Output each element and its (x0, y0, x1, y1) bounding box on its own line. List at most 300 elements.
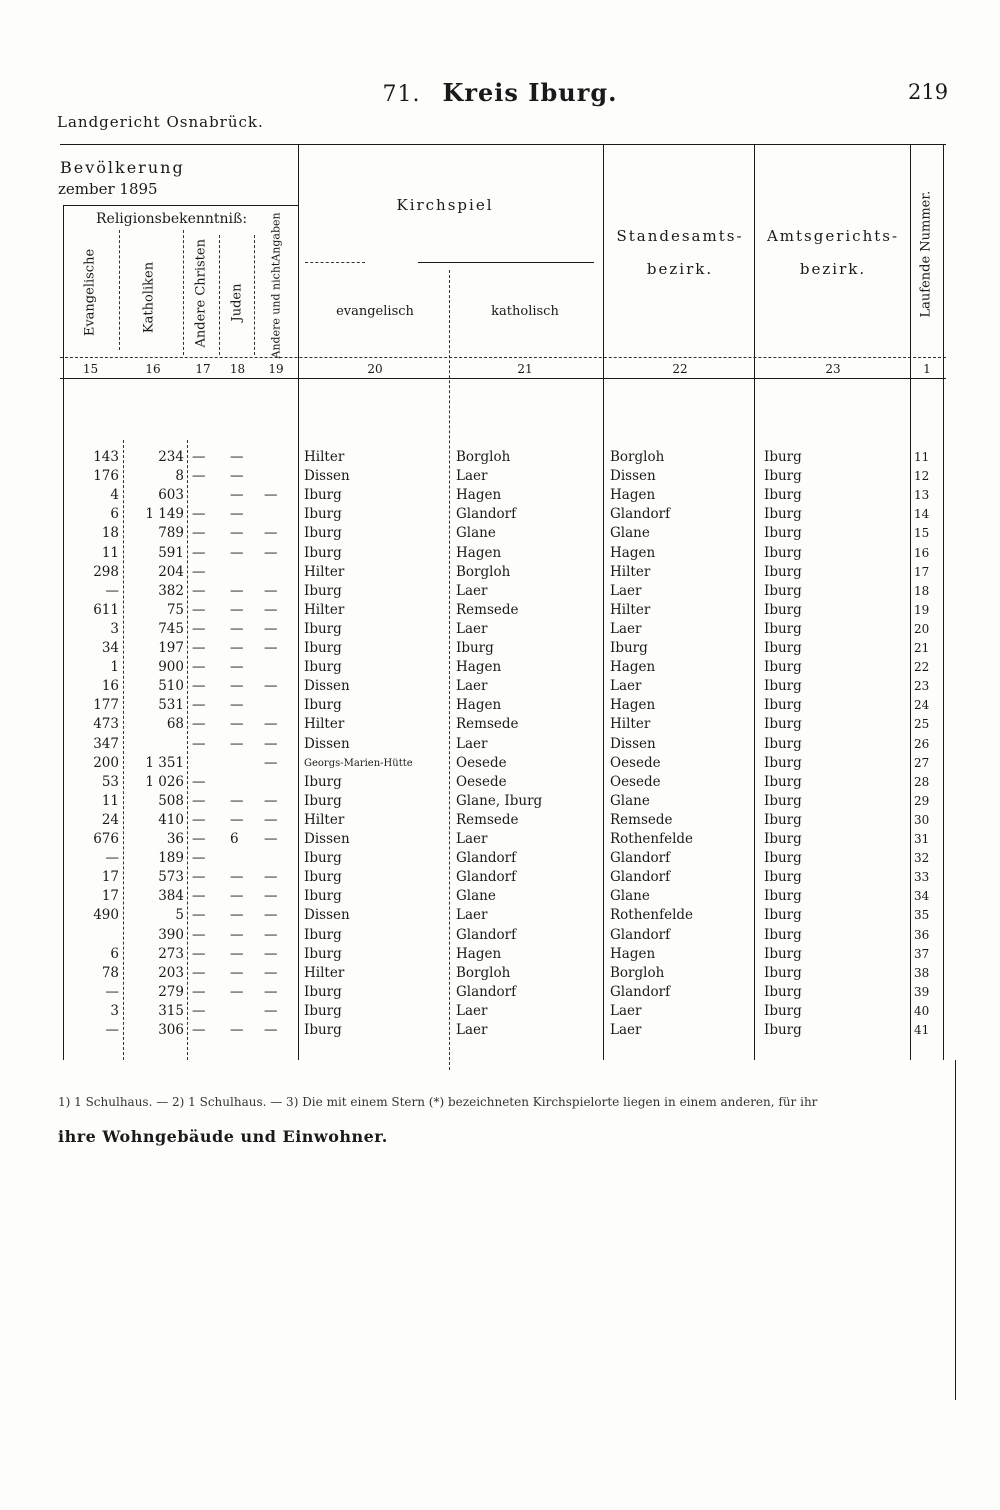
cell-ev: — (105, 984, 119, 1000)
column-number: 18 (229, 362, 246, 376)
cell-c19 (264, 773, 292, 792)
cell-kkath: Laer (456, 1022, 488, 1038)
cell-kkath: Remsede (456, 602, 519, 618)
cell-sa: Glandorf (610, 850, 671, 866)
cell-sa: Laer (610, 678, 642, 694)
cell-sa: Hilter (610, 564, 651, 580)
cell-sa: Dissen (610, 736, 656, 752)
cell-sa: Glane (610, 793, 650, 809)
header-standesamt-2: bezirk. (646, 260, 714, 278)
court-label: Landgericht Osnabrück. (57, 113, 264, 131)
cell-ag: Iburg (764, 697, 802, 713)
cell-kath: 189 (158, 850, 184, 866)
cell-kev: Dissen (304, 468, 350, 484)
cell-c17: — (192, 449, 206, 465)
cell-ev: 24 (101, 812, 119, 828)
rule-right (943, 144, 944, 1060)
cell-sa: Glandorf (610, 869, 671, 885)
cell-ev: 176 (93, 468, 119, 484)
cell-sa: Iburg (610, 640, 648, 656)
cell-kev: Hilter (304, 812, 345, 828)
cell-ev: 18 (101, 525, 119, 541)
cell-kkath: Laer (456, 1003, 488, 1019)
header-katholisch: katholisch (491, 304, 559, 319)
cell-ag: Iburg (764, 888, 802, 904)
cell-ag: Iburg (764, 907, 802, 923)
cell-c19: — (264, 678, 278, 694)
cell-c18: — (230, 888, 244, 904)
cell-c18 (230, 563, 252, 582)
cell-ev: 143 (93, 449, 119, 465)
cell-sa: Oesede (610, 774, 661, 790)
cell-kath: 384 (158, 888, 184, 904)
header-laufende-nummer: Laufende Nummer. (918, 190, 934, 318)
footnote-continuation: ihre Wohngebäude und Einwohner. (58, 1127, 388, 1146)
cell-kath: 410 (158, 812, 184, 828)
column-number: 22 (672, 362, 688, 376)
cell-kath: 900 (158, 659, 184, 675)
cell-kath: 315 (158, 1003, 184, 1019)
cell-nr: 36 (914, 928, 930, 942)
cell-nr: 12 (914, 469, 930, 483)
cell-c19: — (264, 525, 278, 541)
cell-ag: Iburg (764, 965, 802, 981)
kirchspiel-divider (449, 270, 450, 1070)
cell-nr: 35 (914, 908, 930, 922)
cell-c17: — (192, 831, 206, 847)
cell-ag: Iburg (764, 583, 802, 599)
religion-divider-3 (219, 235, 220, 355)
cell-c18: — (230, 736, 244, 752)
cell-ev: 6 (110, 506, 119, 522)
page-edge-rule (955, 1060, 956, 1400)
cell-kkath: Hagen (456, 946, 502, 962)
cell-kath: 8 (175, 468, 184, 484)
cell-kkath: Glandorf (456, 506, 517, 522)
cell-kev: Iburg (304, 869, 342, 885)
cell-ag: Iburg (764, 716, 802, 732)
cell-ev (63, 926, 119, 945)
cell-ag: Iburg (764, 869, 802, 885)
cell-c17: — (192, 468, 206, 484)
cell-sa: Glandorf (610, 927, 671, 943)
cell-kkath: Borgloh (456, 965, 511, 981)
cell-nr: 27 (914, 756, 930, 770)
cell-kath: 508 (158, 793, 184, 809)
cell-sa: Borgloh (610, 965, 665, 981)
cell-ev: 200 (93, 755, 119, 771)
header-evangelisch: evangelisch (336, 304, 414, 319)
cell-ev: 177 (93, 697, 119, 713)
cell-c18: — (230, 468, 244, 484)
cell-ev: 298 (93, 564, 119, 580)
religion-divider-1 (119, 230, 120, 350)
cell-kkath: Remsede (456, 716, 519, 732)
cell-c19 (264, 563, 292, 582)
cell-ev: — (105, 583, 119, 599)
cell-c19: — (264, 583, 278, 599)
cell-kkath: Laer (456, 831, 488, 847)
cell-kkath: Hagen (456, 659, 502, 675)
cell-kev: Iburg (304, 927, 342, 943)
cell-nr: 23 (914, 679, 930, 693)
religion-top-rule (63, 205, 298, 206)
cell-c17: — (192, 602, 206, 618)
footnote-text: 1) 1 Schulhaus. — 2) 1 Schulhaus. — 3) Die mit einem Stern (*) bezeichneten Kirchspielorte liegen in einem anderen, für ihr (58, 1095, 818, 1109)
cell-ag: Iburg (764, 621, 802, 637)
cell-ag: Iburg (764, 774, 802, 790)
cell-sa: Glandorf (610, 506, 671, 522)
cell-nr: 34 (914, 889, 930, 903)
cell-c19: — (264, 888, 278, 904)
cell-kath: 1 149 (145, 506, 184, 522)
cell-ev: 473 (93, 716, 119, 732)
cell-c18: — (230, 621, 244, 637)
header-andere-christen: Andere Christen (193, 239, 209, 348)
cell-nr: 39 (914, 985, 930, 999)
cell-nr: 22 (914, 660, 930, 674)
cell-ag: Iburg (764, 602, 802, 618)
cell-c19: — (264, 602, 278, 618)
column-number: 1 (923, 362, 931, 376)
cell-c18: — (230, 716, 244, 732)
cell-sa: Hagen (610, 487, 656, 503)
kirchspiel-mid-dash (305, 262, 365, 263)
kirchspiel-mid-rule (418, 262, 594, 263)
cell-kev: Iburg (304, 583, 342, 599)
cell-ag: Iburg (764, 545, 802, 561)
cell-ev: 34 (101, 640, 119, 656)
cell-nr: 41 (914, 1023, 930, 1037)
cell-nr: 33 (914, 870, 930, 884)
cell-kev: Iburg (304, 640, 342, 656)
cell-c17: — (192, 1003, 206, 1019)
cell-c18: — (230, 946, 244, 962)
cell-sa: Hagen (610, 659, 656, 675)
cell-kath: 204 (158, 564, 184, 580)
cell-kev: Iburg (304, 545, 342, 561)
cell-ev: 1 (110, 659, 119, 675)
cell-kath: 1 351 (145, 755, 184, 771)
cell-c17: — (192, 850, 206, 866)
column-number: 23 (825, 362, 841, 376)
cell-nr: 24 (914, 698, 930, 712)
cell-c18: — (230, 640, 244, 656)
cell-ev: 676 (93, 831, 119, 847)
cell-ag: Iburg (764, 812, 802, 828)
cell-sa: Laer (610, 1003, 642, 1019)
cell-kath: 390 (158, 927, 184, 943)
cell-sa: Hilter (610, 602, 651, 618)
cell-nr: 11 (914, 450, 930, 464)
religion-divider-2 (183, 230, 184, 355)
cell-kkath: Laer (456, 583, 488, 599)
cell-kev: Iburg (304, 774, 342, 790)
cell-sa: Glane (610, 525, 650, 541)
cell-c19: — (264, 793, 278, 809)
cell-nr: 31 (914, 832, 930, 846)
cell-c19: — (264, 831, 278, 847)
cell-kath: 382 (158, 583, 184, 599)
cell-c19: — (264, 1022, 278, 1038)
page-title (0, 78, 1000, 107)
cell-sa: Glandorf (610, 984, 671, 1000)
cell-ev: 3 (110, 1003, 119, 1019)
cell-kath: 745 (158, 621, 184, 637)
cell-nr: 17 (914, 565, 930, 579)
cell-nr: 20 (914, 622, 930, 636)
cell-nr: 30 (914, 813, 930, 827)
cell-c18: — (230, 927, 244, 943)
cell-ag: Iburg (764, 850, 802, 866)
cell-c17: — (192, 984, 206, 1000)
cell-c18: — (230, 678, 244, 694)
header-religion: Religionsbekenntniß: (96, 211, 248, 227)
cell-kath: 273 (158, 946, 184, 962)
cell-c19: — (264, 545, 278, 561)
cell-c18: — (230, 697, 244, 713)
cell-ev: 16 (101, 678, 119, 694)
cell-c17: — (192, 869, 206, 885)
cell-ag: Iburg (764, 506, 802, 522)
cell-kath: 1 026 (145, 774, 184, 790)
cell-kev: Iburg (304, 506, 342, 522)
header-amtsgericht: Amtsgerichts- (766, 227, 900, 245)
cell-c19 (264, 448, 292, 467)
cell-kev: Iburg (304, 525, 342, 541)
cell-c18: — (230, 659, 244, 675)
cell-ev: 53 (101, 774, 119, 790)
cell-c19 (264, 467, 292, 486)
cell-c18: — (230, 965, 244, 981)
cell-sa: Rothenfelde (610, 831, 694, 847)
header-katholiken: Katholiken (141, 261, 157, 334)
cell-c17: — (192, 774, 206, 790)
cell-sa: Hagen (610, 946, 656, 962)
cell-nr: 38 (914, 966, 930, 980)
cell-sa: Rothenfelde (610, 907, 694, 923)
cell-c17: — (192, 927, 206, 943)
column-number: 19 (268, 362, 284, 376)
header-andere: Andere und nichtAngaben (269, 212, 283, 359)
cell-kath: 279 (158, 984, 184, 1000)
cell-kkath: Laer (456, 468, 488, 484)
cell-c17: — (192, 583, 206, 599)
cell-kkath: Hagen (456, 487, 502, 503)
cell-kev: Iburg (304, 850, 342, 866)
cell-c17: — (192, 545, 206, 561)
cell-sa: Borgloh (610, 449, 665, 465)
cell-kkath: Glandorf (456, 869, 517, 885)
cell-c18: — (230, 545, 244, 561)
cell-kkath: Glane (456, 525, 496, 541)
cell-kev: Hilter (304, 716, 345, 732)
cell-c18 (230, 849, 252, 868)
cell-kev: Dissen (304, 736, 350, 752)
cell-kath: 603 (158, 487, 184, 503)
cell-c19: — (264, 946, 278, 962)
cell-kkath: Laer (456, 907, 488, 923)
cell-c17: — (192, 736, 206, 752)
cell-ev: 4 (110, 487, 119, 503)
cell-c19: — (264, 736, 278, 752)
cell-ag: Iburg (764, 946, 802, 962)
cell-kev: Iburg (304, 1022, 342, 1038)
header-bottom-rule (60, 378, 946, 379)
cell-kkath: Hagen (456, 697, 502, 713)
cell-c18: — (230, 812, 244, 828)
cell-ag: Iburg (764, 468, 802, 484)
cell-c19: — (264, 1003, 278, 1019)
cell-kev: Dissen (304, 907, 350, 923)
cell-kath: 789 (158, 525, 184, 541)
cell-ev: 11 (101, 545, 119, 561)
column-number: 16 (145, 362, 161, 376)
cell-kkath: Laer (456, 621, 488, 637)
cell-kath: 68 (166, 716, 184, 732)
cell-ev: 611 (93, 602, 119, 618)
cell-kkath: Glandorf (456, 927, 517, 943)
cell-kev: Iburg (304, 697, 342, 713)
cell-c19: — (264, 755, 278, 771)
cell-kev: Iburg (304, 659, 342, 675)
cell-kkath: Laer (456, 678, 488, 694)
cell-c18: — (230, 583, 244, 599)
cell-c17: — (192, 1022, 206, 1038)
column-number: 20 (367, 362, 383, 376)
cell-kev: Iburg (304, 487, 342, 503)
cell-kev: Hilter (304, 602, 345, 618)
cell-kev: Hilter (304, 449, 345, 465)
page-number: 219 (908, 80, 949, 104)
cell-c17: — (192, 525, 206, 541)
cell-ev: 3 (110, 621, 119, 637)
cell-kkath: Oesede (456, 755, 507, 771)
cell-kath (122, 735, 184, 754)
kath-body-divider (187, 440, 188, 1060)
cell-ag: Iburg (764, 487, 802, 503)
district-title: Kreis Iburg. (442, 78, 618, 107)
cell-sa: Dissen (610, 468, 656, 484)
cell-kath: 5 (175, 907, 184, 923)
rule-standesamt-right (754, 144, 755, 1060)
cell-sa: Laer (610, 583, 642, 599)
cell-kkath: Borgloh (456, 449, 511, 465)
cell-kkath: Glandorf (456, 984, 517, 1000)
cell-kath: 197 (158, 640, 184, 656)
cell-kkath: Glane, Iburg (456, 793, 543, 809)
cell-kkath: Borgloh (456, 564, 511, 580)
cell-kev: Iburg (304, 888, 342, 904)
cell-nr: 28 (914, 775, 930, 789)
cell-c19: — (264, 640, 278, 656)
cell-kath: 234 (158, 449, 184, 465)
cell-c17: — (192, 697, 206, 713)
cell-kev: Iburg (304, 984, 342, 1000)
cell-ag: Iburg (764, 1003, 802, 1019)
cell-nr: 16 (914, 546, 930, 560)
cell-nr: 26 (914, 737, 930, 751)
cell-c18: — (230, 602, 244, 618)
cell-c19 (264, 505, 292, 524)
cell-c18 (230, 773, 252, 792)
cell-c19: — (264, 984, 278, 1000)
cell-nr: 40 (914, 1004, 930, 1018)
cell-kev: Dissen (304, 678, 350, 694)
cell-c17: — (192, 965, 206, 981)
religion-divider-4 (254, 235, 255, 355)
cell-ag: Iburg (764, 678, 802, 694)
cell-nr: 21 (914, 641, 930, 655)
cell-ev: 78 (101, 965, 119, 981)
cell-c18 (230, 754, 252, 773)
cell-c17: — (192, 564, 206, 580)
cell-kath: 203 (158, 965, 184, 981)
column-number: 15 (82, 362, 99, 376)
cell-kath: 591 (158, 545, 184, 561)
cell-kev: Iburg (304, 1003, 342, 1019)
cell-nr: 14 (914, 507, 930, 521)
header-evangelische: Evangelische (82, 248, 98, 337)
cell-ev: — (105, 850, 119, 866)
cell-kkath: Oesede (456, 774, 507, 790)
cell-c17: — (192, 946, 206, 962)
cell-ag: Iburg (764, 659, 802, 675)
cell-c19: — (264, 716, 278, 732)
cell-c19: — (264, 487, 278, 503)
cell-ag: Iburg (764, 1022, 802, 1038)
cell-c17: — (192, 659, 206, 675)
cell-kev: Hilter (304, 564, 345, 580)
column-number: 21 (517, 362, 533, 376)
header-standesamt: Standesamts- (616, 227, 744, 245)
header-zember: zember 1895 (58, 180, 158, 198)
cell-c18: — (230, 793, 244, 809)
cell-kev: Iburg (304, 793, 342, 809)
cell-kkath: Iburg (456, 640, 494, 656)
cell-nr: 15 (914, 526, 930, 540)
cell-ag: Iburg (764, 793, 802, 809)
cell-c18: — (230, 449, 244, 465)
cell-c17: — (192, 716, 206, 732)
cell-c18: — (230, 1022, 244, 1038)
cell-ag: Iburg (764, 755, 802, 771)
cell-sa: Laer (610, 621, 642, 637)
cell-kev: Dissen (304, 831, 350, 847)
cell-sa: Laer (610, 1022, 642, 1038)
cell-c19 (264, 658, 292, 677)
cell-ag: Iburg (764, 736, 802, 752)
rule-amtsgericht-right (910, 144, 911, 1060)
cell-sa: Hilter (610, 716, 651, 732)
cell-c19: — (264, 907, 278, 923)
cell-c18: — (230, 525, 244, 541)
column-number: 17 (195, 362, 211, 376)
header-kirchspiel: Kirchspiel (396, 196, 494, 214)
cell-nr: 29 (914, 794, 930, 808)
section-number: 71. (382, 82, 421, 107)
cell-c18: — (230, 907, 244, 923)
cell-c18: 6 (230, 831, 239, 847)
cell-kath: 75 (166, 602, 184, 618)
cell-c18: — (230, 506, 244, 522)
cell-nr: 19 (914, 603, 930, 617)
cell-c17: — (192, 506, 206, 522)
cell-c18: — (230, 487, 244, 503)
cell-c17 (192, 486, 218, 505)
cell-kkath: Hagen (456, 545, 502, 561)
cell-sa: Glane (610, 888, 650, 904)
